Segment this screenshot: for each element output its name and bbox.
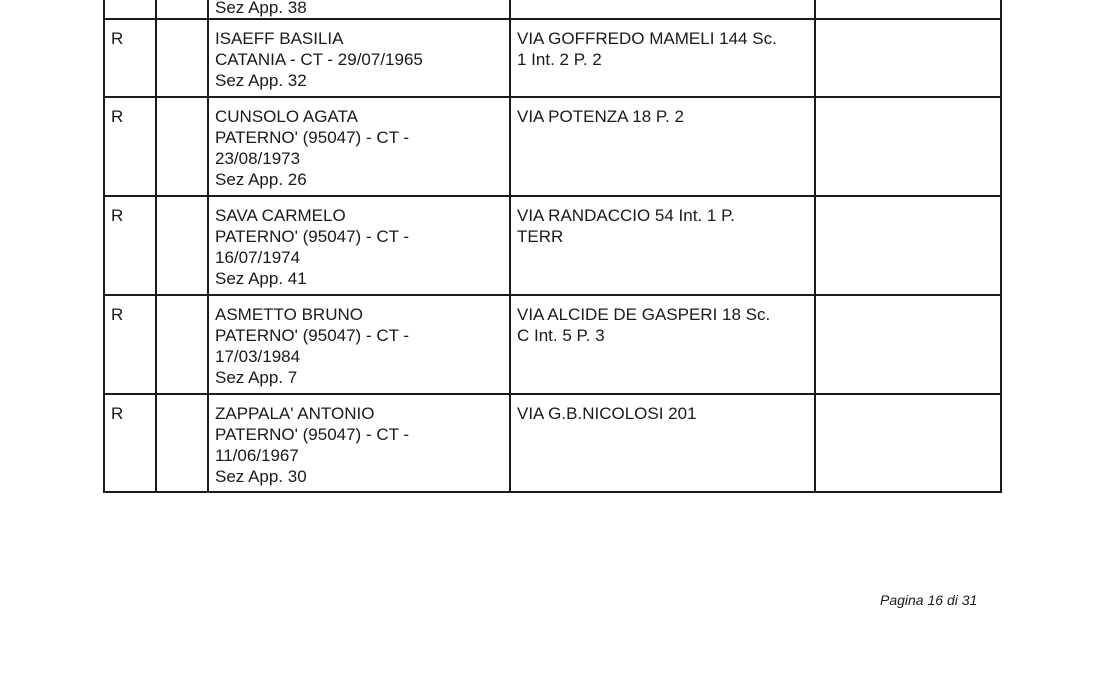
address-line-1: VIA G.B.NICOLOSI 201	[517, 404, 697, 423]
address-line-1: VIA RANDACCIO 54 Int. 1 P.	[517, 206, 735, 225]
birth-date: 11/06/1967	[215, 446, 299, 465]
type-cell	[104, 0, 156, 19]
blank-cell	[156, 196, 208, 295]
person-name: SAVA CARMELO	[215, 206, 346, 225]
person-name: ZAPPALA' ANTONIO	[215, 404, 375, 423]
address-line-1: VIA GOFFREDO MAMELI 144 Sc.	[517, 29, 777, 48]
register-table	[103, 0, 1002, 493]
notes-cell	[815, 0, 1001, 19]
birth-date: 23/08/1973	[215, 149, 301, 168]
birth-place: PATERNO' (95047) - CT -	[215, 227, 410, 246]
name-cell	[208, 196, 510, 295]
table-row	[104, 295, 1001, 394]
blank-cell	[156, 19, 208, 97]
section-text: Sez App. 32	[215, 71, 307, 90]
birth-date: 16/07/1974	[215, 248, 301, 267]
address-line-2: C Int. 5 P. 3	[517, 326, 605, 345]
table-row	[104, 97, 1001, 196]
blank-cell	[156, 0, 208, 19]
name-cell	[208, 97, 510, 196]
name-cell	[208, 0, 510, 19]
address-cell	[510, 196, 815, 295]
name-cell	[208, 295, 510, 394]
notes-cell	[815, 295, 1001, 394]
birth-date: 17/03/1984	[215, 347, 301, 366]
section-text: Sez App. 7	[215, 368, 298, 387]
type-cell: R	[104, 295, 156, 394]
section-text: Sez App. 41	[215, 269, 307, 288]
table-row	[104, 196, 1001, 295]
address-cell	[510, 295, 815, 394]
address-cell	[510, 97, 815, 196]
address-line-2: 1 Int. 2 P. 2	[517, 50, 602, 69]
name-cell	[208, 19, 510, 97]
page-number: Pagina 16 di 31	[880, 592, 978, 608]
birth-place: PATERNO' (95047) - CT -	[215, 326, 410, 345]
table-row-fragment	[104, 0, 1001, 19]
address-line-1: VIA POTENZA 18 P. 2	[517, 107, 684, 126]
section-text: Sez App. 26	[215, 170, 307, 189]
address-line-1: VIA ALCIDE DE GASPERI 18 Sc.	[517, 305, 771, 324]
type-cell: R	[104, 196, 156, 295]
name-cell	[208, 394, 510, 492]
table-row	[104, 19, 1001, 97]
notes-cell	[815, 97, 1001, 196]
person-name: ASMETTO BRUNO	[215, 305, 363, 324]
notes-cell	[815, 19, 1001, 97]
notes-cell	[815, 196, 1001, 295]
type-cell: R	[104, 97, 156, 196]
type-cell: R	[104, 19, 156, 97]
blank-cell	[156, 394, 208, 492]
address-line-2: TERR	[517, 227, 564, 246]
type-cell: R	[104, 394, 156, 492]
blank-cell	[156, 97, 208, 196]
notes-cell	[815, 394, 1001, 492]
table-row	[104, 394, 1001, 492]
register-table-body	[104, 0, 1001, 492]
birth-place: PATERNO' (95047) - CT -	[215, 128, 410, 147]
blank-cell	[156, 295, 208, 394]
birth-place: CATANIA - CT - 29/07/1965	[215, 50, 423, 69]
section-text: Sez App. 30	[215, 467, 307, 486]
birth-place: PATERNO' (95047) - CT -	[215, 425, 410, 444]
address-cell	[510, 19, 815, 97]
person-name: CUNSOLO AGATA	[215, 107, 358, 126]
section-text: Sez App. 38	[215, 0, 307, 17]
address-cell	[510, 394, 815, 492]
person-name: ISAEFF BASILIA	[215, 29, 344, 48]
address-cell	[510, 0, 815, 19]
